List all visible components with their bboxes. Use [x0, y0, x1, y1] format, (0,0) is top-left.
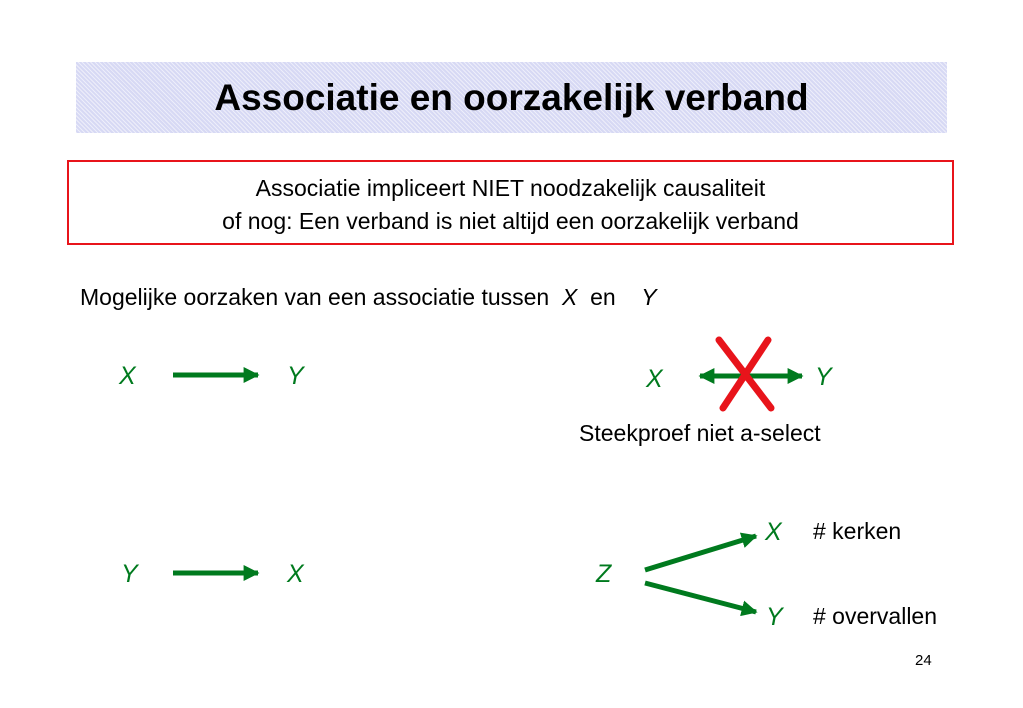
diagram1-to-label: Y	[287, 362, 304, 390]
diagram4-bottom-label: # overvallen	[813, 603, 938, 629]
page-number: 24	[915, 652, 932, 669]
intro-conjunction: en	[590, 284, 616, 310]
diagram4-top-var: X	[765, 518, 782, 546]
diagram2-caption: Steekproef niet a-select	[579, 420, 821, 446]
diagram2-right-label: Y	[815, 363, 832, 391]
diagram3-from-label: Y	[121, 560, 138, 588]
diagram3-to-label: X	[287, 560, 304, 588]
intro-var-x: X	[562, 284, 578, 310]
diagram1-from-label: X	[119, 362, 136, 390]
statement-line-2: of nog: Een verband is niet altijd een oorzakelijk verband	[222, 208, 799, 234]
statement-line-1: Associatie impliceert NIET noodzakelijk causaliteit	[255, 175, 766, 201]
arrow-z-to-y	[645, 583, 756, 612]
diagram2-left-label: X	[646, 365, 663, 393]
diagram4-top-label: # kerken	[813, 518, 902, 544]
intro-text: Mogelijke oorzaken van een associatie tussen	[80, 284, 550, 310]
diagram4-bottom-var: Y	[766, 603, 783, 631]
arrow-z-to-x	[645, 536, 756, 570]
diagram4-source-label: Z	[596, 560, 612, 588]
slide-title: Associatie en oorzakelijk verband	[214, 77, 809, 118]
intro-var-y: Y	[641, 284, 657, 310]
